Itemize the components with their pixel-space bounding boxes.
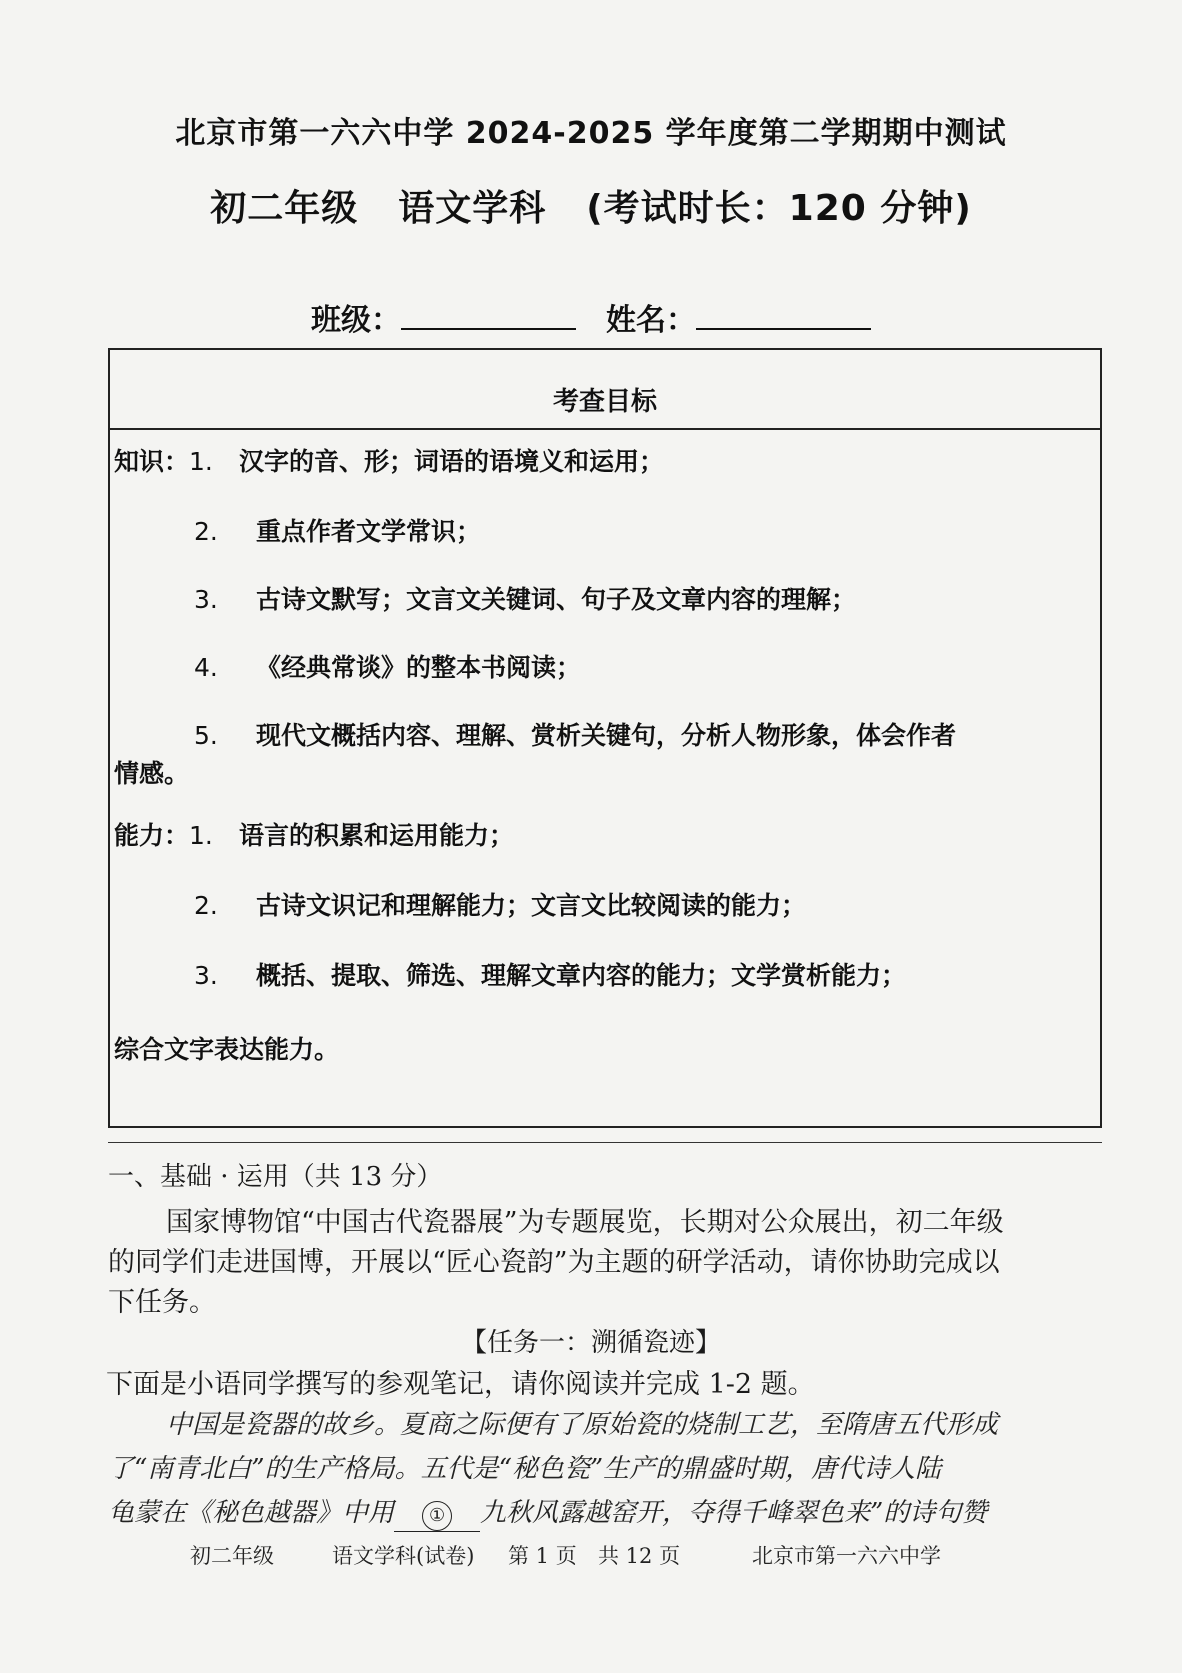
footer-page: 第 1 页 bbox=[508, 1544, 577, 1568]
task-instruction: 下面是小语同学撰写的参观笔记，请你阅读并完成 1-2 题。 bbox=[106, 1369, 815, 1400]
ability-item: 2. 古诗文识记和理解能力；文言文比较阅读的能力； bbox=[194, 891, 807, 920]
knowledge-item-continuation: 情感。 bbox=[114, 759, 190, 788]
ability-item: 能力：1. 语言的积累和运用能力； bbox=[114, 821, 515, 850]
knowledge-item: 2. 重点作者文学常识； bbox=[194, 517, 482, 546]
name-field[interactable] bbox=[696, 302, 871, 330]
knowledge-item: 3. 古诗文默写；文言文关键词、句子及文章内容的理解； bbox=[194, 585, 857, 614]
objectives-heading: 考查目标 bbox=[110, 350, 1100, 430]
subject-label: 语文学科 bbox=[398, 188, 547, 229]
footer-school: 北京市第一六六中学 bbox=[752, 1544, 941, 1568]
answer-blank[interactable] bbox=[394, 1498, 480, 1532]
ability-item: 3. 概括、提取、筛选、理解文章内容的能力；文学赏析能力； bbox=[194, 961, 907, 990]
grade-label: 初二年级 bbox=[210, 188, 359, 229]
footer-grade: 初二年级 bbox=[190, 1544, 274, 1568]
notes-line: 了“南青北白”的生产格局。五代是“秘色瓷”生产的鼎盛时期，唐代诗人陆 bbox=[108, 1454, 942, 1484]
student-info bbox=[0, 295, 1182, 339]
name-label: 姓名： bbox=[606, 303, 696, 338]
ability-item-continuation: 综合文字表达能力。 bbox=[114, 1035, 340, 1064]
blank-marker: ① bbox=[422, 1501, 452, 1531]
objectives-box bbox=[108, 348, 1102, 1128]
divider bbox=[108, 1142, 1102, 1143]
class-label: 班级： bbox=[311, 303, 401, 338]
knowledge-item: 知识：1. 汉字的音、形；词语的语境义和运用； bbox=[114, 447, 665, 476]
notes-line: 龟蒙在《秘色越器》中用 ① 九秋风露越窑开，夺得千峰翠色来”的诗句赞 bbox=[108, 1492, 987, 1532]
knowledge-item: 4. 《经典常谈》的整本书阅读； bbox=[194, 653, 582, 682]
class-field[interactable] bbox=[401, 302, 576, 330]
exam-title: 北京市第一六六中学 2024-2025 学年度第二学期期中测试 bbox=[175, 116, 1007, 151]
knowledge-label: 知识： bbox=[114, 447, 190, 476]
footer-subject: 语文学科(试卷) bbox=[332, 1544, 475, 1568]
notes-line: 中国是瓷器的故乡。夏商之际便有了原始瓷的烧制工艺，至隋唐五代形成 bbox=[166, 1410, 999, 1440]
intro-line: 国家博物馆“中国古代瓷器展”为专题展览，长期对公众展出，初二年级 bbox=[166, 1207, 1004, 1238]
intro-line: 的同学们走进国博，开展以“匠心瓷韵”为主题的研学活动，请你协助完成以 bbox=[108, 1247, 1000, 1278]
ability-label: 能力： bbox=[114, 821, 190, 850]
duration-label: (考试时长：120 分钟) bbox=[586, 188, 972, 229]
footer-total: 共 12 页 bbox=[598, 1544, 681, 1568]
knowledge-item: 5. 现代文概括内容、理解、赏析关键句，分析人物形象，体会作者 bbox=[194, 721, 957, 750]
section-heading: 一、基础 · 运用（共 13 分） bbox=[108, 1162, 443, 1192]
intro-line: 下任务。 bbox=[108, 1287, 216, 1318]
exam-subtitle bbox=[0, 180, 1182, 231]
task-title: 【任务一：溯循瓷迹】 bbox=[460, 1328, 721, 1358]
